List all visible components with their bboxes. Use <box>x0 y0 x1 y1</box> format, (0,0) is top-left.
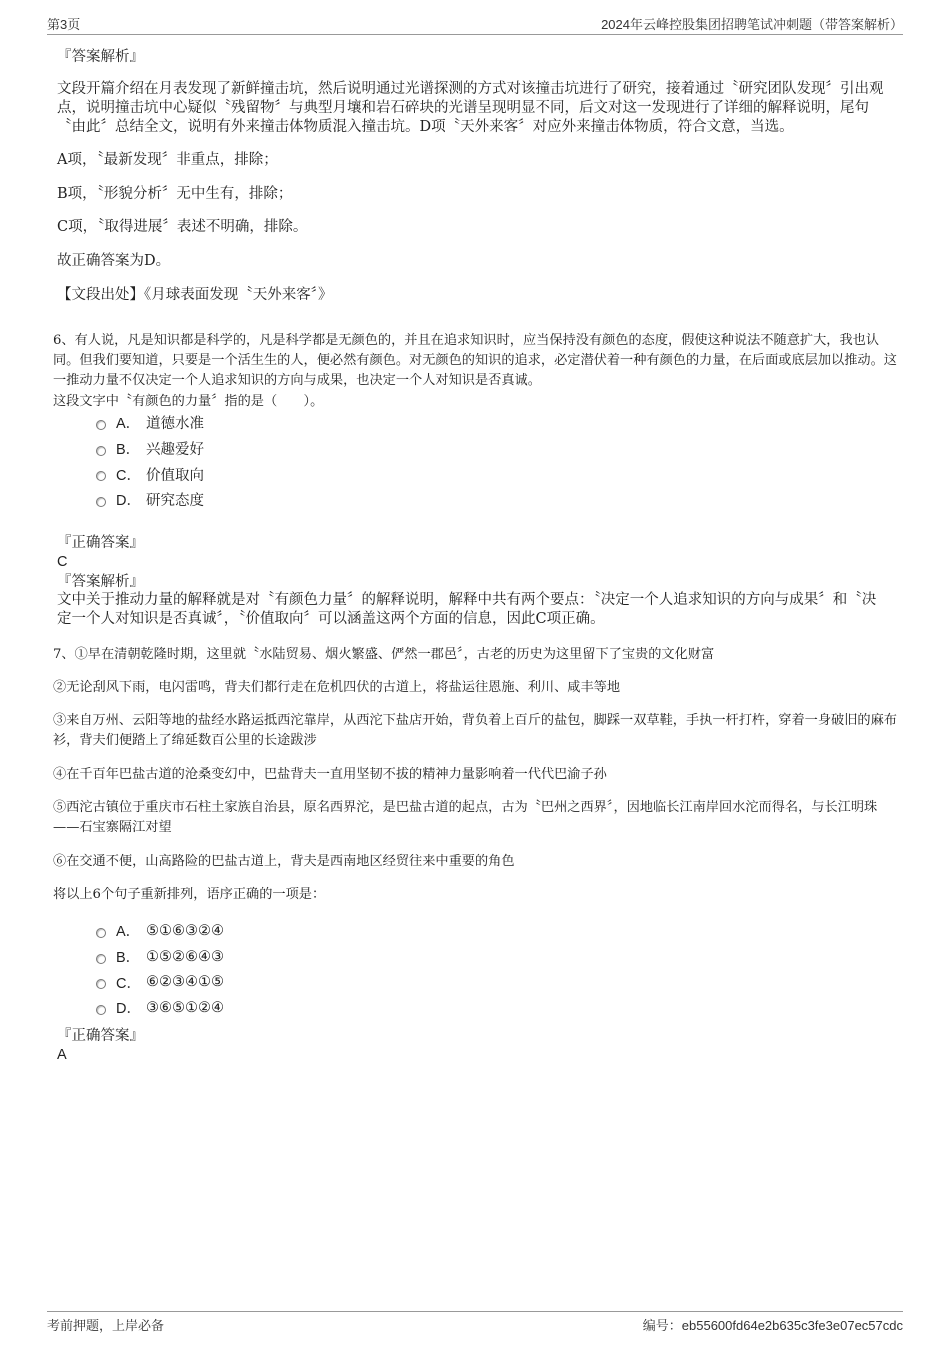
document-id: 编号：eb55600fd64e2b635c3fe3e07ec57cdc <box>642 1318 903 1333</box>
q7-sentence-4: ④在千百年巴盐古道的沧桑变幻中，巴盐背夫一直用坚韧不拔的精神力量影响着一代代巴渝子孙 <box>53 767 607 782</box>
q7-options <box>96 918 496 1021</box>
q7-sentence-2: ②无论刮风下雨，电闪雷鸣，背夫们都行走在危机四伏的古道上，将盐运往恩施、利川、咸丰等地 <box>53 680 621 695</box>
page-header <box>47 14 903 35</box>
q5-analysis-heading: 『答案解析』 <box>57 49 144 65</box>
q7-sentence-6: ⑥在交通不便，山高路险的巴盐古道上，背夫是西南地区经贸往来中重要的角色 <box>53 854 515 869</box>
page-number: 第3页 <box>47 17 81 32</box>
radio-icon[interactable] <box>96 446 106 456</box>
radio-icon[interactable] <box>96 420 106 430</box>
document-title: 2024年云峰控股集团招聘笔试冲刺题（带答案解析） <box>601 17 903 32</box>
radio-icon[interactable] <box>96 954 106 964</box>
radio-icon[interactable] <box>96 497 106 507</box>
q6-analysis-text: 文中关于推动力量的解释就是对〝有颜色力量〞的解释说明，解释中共有两个要点：〝决定一个人追求知识的方向与成果〞和〝决定一个人对知识是否真诚〞，〝价值取向〞可以涵盖这两个方面的信息，因此C项正确。 <box>57 592 877 627</box>
q6-analysis-heading: 『答案解析』 <box>57 574 144 590</box>
q6-option-a[interactable]: A． 道德水准 <box>96 410 496 436</box>
q7-question: 将以上6个句子重新排列，语序正确的一项是： <box>53 887 326 902</box>
q7-option-c[interactable]: C． ⑥②③④①⑤ <box>96 969 496 995</box>
q6-question: 这段文字中〝有颜色的力量〞指的是（ ）。 <box>53 394 324 409</box>
q6-stem: 6、有人说，凡是知识都是科学的，凡是科学都是无颜色的，并且在追求知识时，应当保持没有颜色的态度，假使这种说法不随意扩大，我也认同。但我们要知道，只要是一个活生生的人，便必然有颜色。对无颜色的知识的追求，必定潜伏着一种有颜色的力量，在后面或底层加以推动。这一推动力量不仅决定一个人追求知识的方向与成果，也决定一个人对知识是否真诚。 <box>53 333 897 388</box>
q7-sentence-5: ⑤西沱古镇位于重庆市石柱土家族自治县，原名西界沱，是巴盐古道的起点，古为〝巴州之西界〞，因地临长江南岸回水沱而得名，与长江明珠——石宝寨隔江对望 <box>53 800 878 835</box>
q7-sentence-1: 7、①早在清朝乾隆时期，这里就〝水陆贸易、烟火繁盛、俨然一郡邑〞，古老的历史为这里留下了宝贵的文化财富 <box>53 647 715 662</box>
q7-sentence-3: ③来自万州、云阳等地的盐经水路运抵西沱靠岸，从西沱下盐店开始，背负着上百斤的盐包，脚踩一双草鞋，手执一杆打杵，穿着一身破旧的麻布衫，背夫们便踏上了绵延数百公里的长途跋涉 <box>53 713 897 748</box>
q7-option-b[interactable]: B． ①⑤②⑥④③ <box>96 944 496 970</box>
radio-icon[interactable] <box>96 979 106 989</box>
q7-answer: A <box>57 1047 67 1063</box>
radio-icon[interactable] <box>96 928 106 938</box>
q5-analysis-text: 文段开篇介绍在月表发现了新鲜撞击坑，然后说明通过光谱探测的方式对该撞击坑进行了研究，接着通过〝研究团队发现〞引出观点，说明撞击坑中心疑似〝残留物〞与典型月壤和岩石碎块的光谱呈现明显不同，后文对这一发现进行了详细的解释说明，尾句〝由此〞总结全文，说明有外来撞击体物质混入撞击坑。D项〝天外来客〞对应外来撞击体物质，符合文意，当选。 <box>57 81 884 135</box>
q5-conclusion: 故正确答案为D。 <box>57 253 171 269</box>
q6-option-b[interactable]: B． 兴趣爱好 <box>96 436 496 462</box>
q7-option-d[interactable]: D． ③⑥⑤①②④ <box>96 995 496 1021</box>
q7-answer-heading: 『正确答案』 <box>57 1028 144 1044</box>
q6-answer: C <box>57 554 68 570</box>
q5-item-c: C项，〝取得进展〞表述不明确，排除。 <box>57 219 308 235</box>
radio-icon[interactable] <box>96 471 106 481</box>
q6-option-c[interactable]: C． 价值取向 <box>96 461 496 487</box>
q6-options <box>96 410 496 513</box>
page-footer <box>47 1311 903 1334</box>
q5-item-b: B项，〝形貌分析〞无中生有，排除； <box>57 186 293 202</box>
footer-slogan: 考前押题，上岸必备 <box>47 1318 165 1333</box>
q6-answer-heading: 『正确答案』 <box>57 535 144 551</box>
q5-item-a: A项，〝最新发现〞非重点，排除； <box>57 152 278 168</box>
q6-option-d[interactable]: D． 研究态度 <box>96 487 496 513</box>
q5-source: 【文段出处】《月球表面发现〝天外来客〞》 <box>57 287 333 303</box>
radio-icon[interactable] <box>96 1005 106 1015</box>
q7-option-a[interactable]: A． ⑤①⑥③②④ <box>96 918 496 944</box>
